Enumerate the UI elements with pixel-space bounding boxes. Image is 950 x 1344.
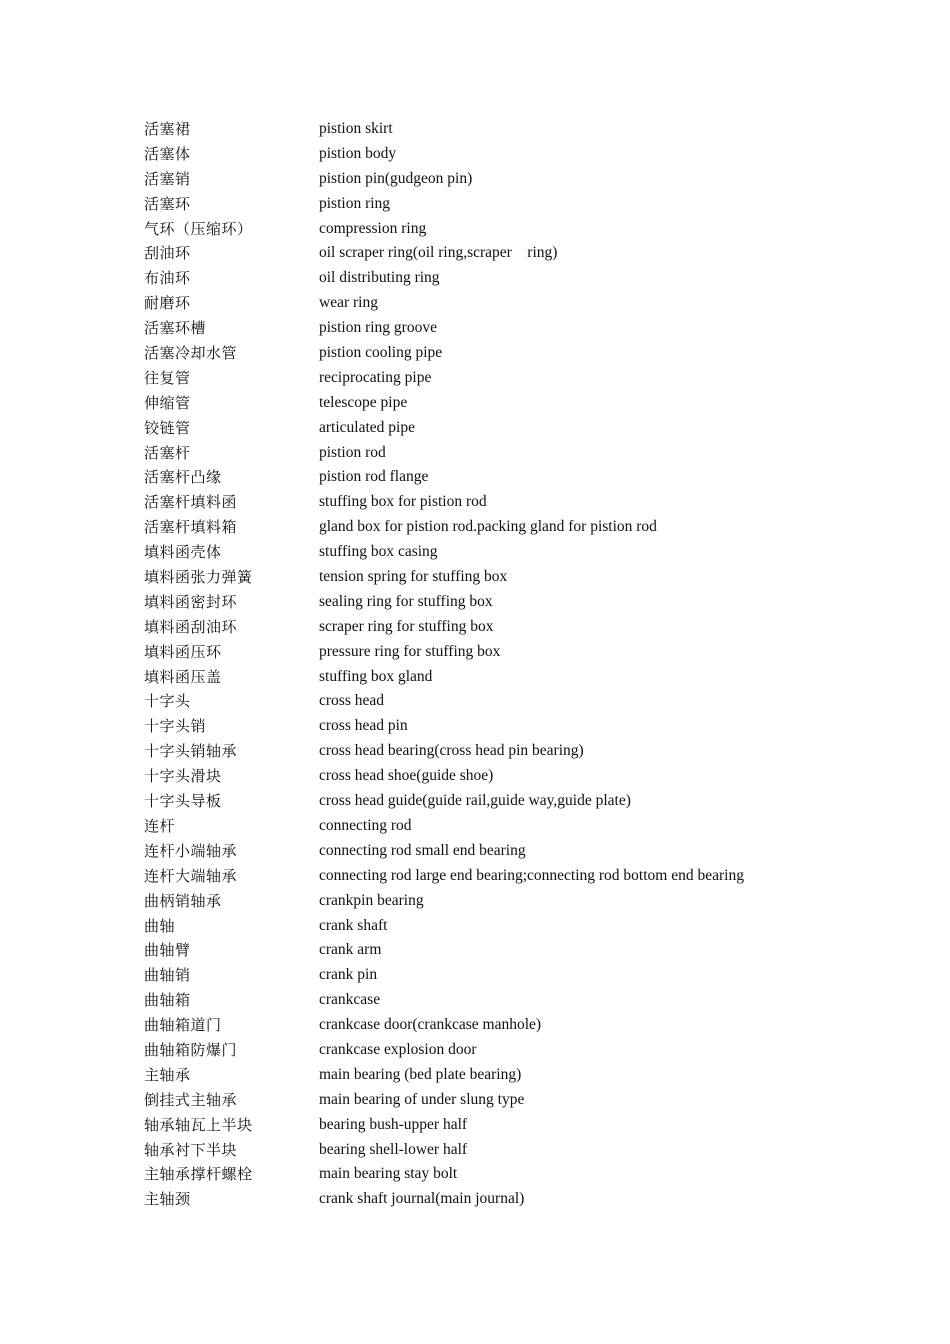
english-term: pistion body	[319, 144, 397, 162]
chinese-term: 曲轴箱	[144, 991, 191, 1010]
chinese-term: 伸缩管	[144, 393, 191, 412]
chinese-term: 活塞裙	[144, 120, 191, 138]
chinese-term: 连杆	[144, 816, 176, 835]
english-term: cross head bearing(cross head pin bearing)	[319, 742, 584, 760]
english-term: crank arm	[319, 941, 382, 959]
glossary-row	[144, 391, 844, 416]
chinese-term: 活塞环	[144, 194, 191, 213]
english-term: main bearing stay bolt	[319, 1165, 458, 1183]
chinese-term: 曲轴	[144, 916, 176, 935]
glossary-row	[144, 1113, 844, 1138]
glossary-row	[144, 266, 844, 291]
english-term: scraper ring for stuffing box	[319, 617, 494, 635]
english-term: connecting rod large end bearing;connecting rod bottom end bearing	[319, 866, 744, 884]
english-term: pistion cooling pipe	[319, 344, 443, 362]
english-term: pistion skirt	[319, 120, 393, 137]
chinese-term: 填料函刮油环	[144, 617, 238, 636]
glossary-row	[144, 764, 844, 789]
chinese-term: 填料函壳体	[144, 543, 222, 562]
chinese-term: 十字头	[144, 692, 191, 711]
chinese-term: 曲轴箱防爆门	[144, 1040, 238, 1059]
chinese-term: 十字头销轴承	[144, 742, 238, 761]
glossary-row	[144, 615, 844, 640]
glossary-row	[144, 540, 844, 565]
glossary-row	[144, 714, 844, 739]
chinese-term: 十字头销	[144, 717, 207, 736]
glossary-row	[144, 490, 844, 515]
chinese-term: 十字头导板	[144, 792, 222, 811]
glossary-row	[144, 1038, 844, 1063]
english-term: telescope pipe	[319, 393, 408, 411]
glossary-row	[144, 441, 844, 466]
english-term: crank shaft	[319, 916, 388, 934]
glossary-row	[144, 316, 844, 341]
english-term: cross head	[319, 692, 384, 710]
english-term: pistion pin(gudgeon pin)	[319, 169, 473, 187]
english-term: crank pin	[319, 966, 378, 984]
glossary-row	[144, 889, 844, 914]
glossary-row	[144, 1187, 844, 1212]
glossary-row	[144, 142, 844, 167]
english-term: reciprocating pipe	[319, 368, 432, 386]
glossary-row	[144, 217, 844, 242]
glossary-row	[144, 416, 844, 441]
glossary-row	[144, 341, 844, 366]
english-term: main bearing (bed plate bearing)	[319, 1065, 522, 1083]
glossary-row	[144, 689, 844, 714]
chinese-term: 主轴承	[144, 1065, 191, 1084]
english-term: crankcase explosion door	[319, 1040, 477, 1058]
glossary-row	[144, 565, 844, 590]
chinese-term: 曲轴销	[144, 966, 191, 985]
chinese-term: 主轴颈	[144, 1190, 191, 1209]
chinese-term: 活塞销	[144, 169, 191, 188]
glossary-row	[144, 938, 844, 963]
english-term: cross head shoe(guide shoe)	[319, 767, 494, 785]
english-term: crank shaft journal(main journal)	[319, 1190, 525, 1208]
chinese-term: 活塞杆凸缘	[144, 468, 222, 487]
chinese-term: 铰链管	[144, 418, 191, 437]
chinese-term: 连杆小端轴承	[144, 841, 238, 860]
glossary-row	[144, 117, 844, 142]
glossary-row	[144, 465, 844, 490]
glossary-row	[144, 1088, 844, 1113]
chinese-term: 活塞环槽	[144, 319, 207, 338]
english-term: main bearing of under slung type	[319, 1090, 525, 1108]
glossary-row	[144, 839, 844, 864]
english-term: articulated pipe	[319, 418, 415, 436]
english-term: stuffing box for pistion rod	[319, 493, 487, 511]
chinese-term: 轴承轴瓦上半块	[144, 1115, 253, 1134]
english-term: crankpin bearing	[319, 891, 424, 909]
chinese-term: 填料函压盖	[144, 667, 222, 686]
chinese-term: 主轴承撑杆螺栓	[144, 1165, 253, 1184]
english-term: pressure ring for stuffing box	[319, 642, 501, 660]
english-term: oil scraper ring(oil ring,scraper ring)	[319, 244, 558, 262]
english-term: pistion ring groove	[319, 319, 437, 337]
english-term: compression ring	[319, 219, 427, 237]
chinese-term: 连杆大端轴承	[144, 866, 238, 885]
chinese-term: 活塞冷却水管	[144, 344, 238, 363]
glossary-row	[144, 291, 844, 316]
glossary-row	[144, 1063, 844, 1088]
glossary-row	[144, 1162, 844, 1187]
chinese-term: 气环（压缩环）	[144, 219, 253, 238]
glossary-row	[144, 241, 844, 266]
glossary-row	[144, 739, 844, 764]
english-term: pistion rod flange	[319, 468, 429, 486]
chinese-term: 填料函张力弹簧	[144, 568, 253, 587]
glossary-row	[144, 192, 844, 217]
english-term: sealing ring for stuffing box	[319, 592, 493, 610]
english-term: cross head pin	[319, 717, 408, 735]
english-term: pistion ring	[319, 194, 391, 212]
glossary-row	[144, 814, 844, 839]
english-term: bearing bush-upper half	[319, 1115, 468, 1133]
english-term: oil distributing ring	[319, 269, 440, 287]
chinese-term: 十字头滑块	[144, 767, 222, 786]
english-term: gland box for pistion rod.packing gland for pistion rod	[319, 518, 657, 536]
chinese-term: 填料函压环	[144, 642, 222, 661]
chinese-term: 活塞体	[144, 144, 191, 163]
english-term: tension spring for stuffing box	[319, 568, 508, 586]
glossary-row	[144, 1013, 844, 1038]
glossary-row	[144, 515, 844, 540]
english-term: stuffing box gland	[319, 667, 433, 685]
glossary-row	[144, 963, 844, 988]
chinese-term: 往复管	[144, 368, 191, 387]
english-term: stuffing box casing	[319, 543, 438, 561]
chinese-term: 曲轴箱道门	[144, 1016, 222, 1035]
glossary-row	[144, 167, 844, 192]
glossary-row	[144, 988, 844, 1013]
chinese-term: 填料函密封环	[144, 592, 238, 611]
english-term: wear ring	[319, 294, 378, 312]
chinese-term: 活塞杆	[144, 443, 191, 462]
english-term: bearing shell-lower half	[319, 1140, 468, 1158]
english-term: cross head guide(guide rail,guide way,guide plate)	[319, 792, 631, 810]
english-term: crankcase	[319, 991, 381, 1009]
glossary-row	[144, 665, 844, 690]
chinese-term: 活塞杆填料函	[144, 493, 238, 512]
english-term: connecting rod small end bearing	[319, 841, 526, 859]
english-term: connecting rod	[319, 816, 412, 834]
glossary-table	[144, 117, 844, 1212]
chinese-term: 倒挂式主轴承	[144, 1090, 238, 1109]
chinese-term: 曲柄销轴承	[144, 891, 222, 910]
glossary-row	[144, 366, 844, 391]
glossary-row	[144, 789, 844, 814]
chinese-term: 刮油环	[144, 244, 191, 263]
glossary-row	[144, 914, 844, 939]
chinese-term: 布油环	[144, 269, 191, 288]
chinese-term: 耐磨环	[144, 294, 191, 313]
chinese-term: 活塞杆填料箱	[144, 518, 238, 537]
chinese-term: 轴承衬下半块	[144, 1140, 238, 1159]
english-term: pistion rod	[319, 443, 386, 461]
glossary-row	[144, 864, 844, 889]
english-term: crankcase door(crankcase manhole)	[319, 1016, 542, 1034]
chinese-term: 曲轴臂	[144, 941, 191, 960]
glossary-row	[144, 590, 844, 615]
glossary-row	[144, 1138, 844, 1163]
glossary-row	[144, 640, 844, 665]
